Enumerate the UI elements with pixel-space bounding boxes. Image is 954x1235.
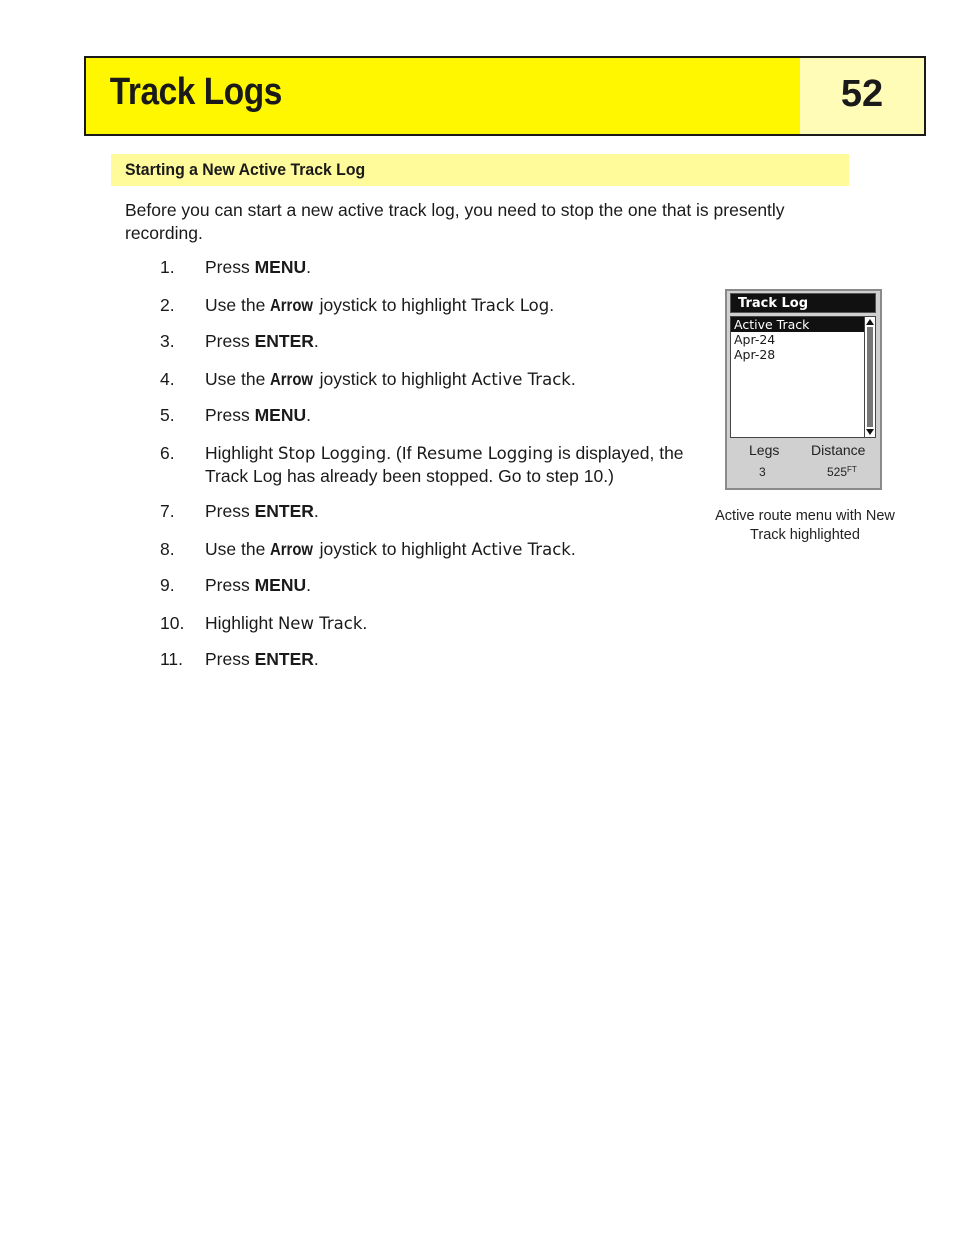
key-name: ENTER: [254, 331, 314, 351]
step-text: .: [570, 539, 576, 559]
step-text: .: [313, 331, 319, 351]
step-text: .: [313, 501, 319, 521]
step-text: Use the: [205, 295, 271, 315]
device-list-item: Apr-24: [734, 332, 776, 347]
key-name: Arrow: [270, 369, 314, 389]
screen-text: Stop Logging: [277, 444, 387, 463]
key-name: MENU: [254, 575, 307, 595]
device-title: Track Log: [730, 293, 876, 313]
step-text: Highlight: [205, 613, 278, 633]
step-text: Press: [205, 405, 255, 425]
step-number: 1.: [160, 257, 175, 277]
page-number: 52: [800, 58, 924, 134]
step-text: Press: [205, 501, 255, 521]
step-text: is displayed, the Track Log has already been stopped. Go to step 10.): [205, 443, 684, 486]
step-number: 9.: [160, 575, 175, 595]
screen-text: Resume Logging: [416, 444, 554, 463]
device-list-item-selected: Active Track: [731, 317, 864, 332]
device-screenshot: [725, 289, 882, 490]
step-text: Use the: [205, 369, 271, 389]
intro-paragraph: Before you can start a new active track log, you need to stop the one that is presently recording.: [125, 200, 785, 243]
step-number: 2.: [160, 295, 175, 315]
step-text: .: [306, 575, 312, 595]
key-name: ENTER: [254, 649, 314, 669]
key-name: Arrow: [270, 539, 314, 559]
step-text: Highlight: [205, 443, 278, 463]
step-text: Use the: [205, 539, 271, 559]
device-scrollbar: [864, 316, 876, 438]
step-text: Press: [205, 257, 255, 277]
key-name: ENTER: [254, 501, 314, 521]
step-number: 11.: [160, 649, 184, 669]
step-text: .: [549, 295, 555, 315]
step-text: .: [306, 405, 312, 425]
distance-label: Distance: [811, 442, 866, 458]
step-number: 8.: [160, 539, 175, 559]
key-name: Arrow: [270, 295, 314, 315]
step-text: joystick to highlight: [314, 295, 472, 315]
device-track-list: [730, 316, 865, 438]
screen-text: Active Track: [471, 540, 571, 559]
step-number: 7.: [160, 501, 175, 521]
figure-caption: Active route menu with New Track highlighted: [715, 508, 895, 543]
legs-label: Legs: [749, 442, 780, 458]
page-header: [84, 56, 926, 136]
step-number: 3.: [160, 331, 175, 351]
step-text: .: [362, 613, 368, 633]
screen-text: Active Track: [471, 370, 571, 389]
step-text: . (If: [386, 443, 417, 463]
step-text: joystick to highlight: [314, 539, 472, 559]
section-header: [111, 154, 849, 186]
legs-value: 3: [759, 465, 766, 479]
step-number: 6.: [160, 443, 175, 463]
section-title: Starting a New Active Track Log: [125, 160, 366, 179]
page-title: Track Logs: [86, 58, 714, 134]
step-text: .: [306, 257, 312, 277]
screen-text: Track Log: [471, 296, 550, 315]
scroll-down-arrow-icon: [866, 429, 874, 435]
step-text: .: [313, 649, 319, 669]
step-text: .: [570, 369, 576, 389]
key-name: MENU: [254, 405, 307, 425]
device-list-item: Apr-28: [734, 347, 776, 362]
key-name: MENU: [254, 257, 307, 277]
distance-unit: FT: [847, 465, 857, 474]
step-text: Press: [205, 649, 255, 669]
step-text: Press: [205, 575, 255, 595]
scroll-up-arrow-icon: [866, 319, 874, 325]
step-number: 5.: [160, 405, 175, 425]
step-text: Press: [205, 331, 255, 351]
step-number: 4.: [160, 369, 175, 389]
screen-text: New Track: [277, 614, 363, 633]
distance-value: $525^{FT}$: [827, 465, 857, 479]
device-footer: [730, 440, 876, 486]
step-text: joystick to highlight: [314, 369, 472, 389]
scroll-thumb: [867, 327, 873, 427]
step-number: 10.: [160, 613, 185, 633]
